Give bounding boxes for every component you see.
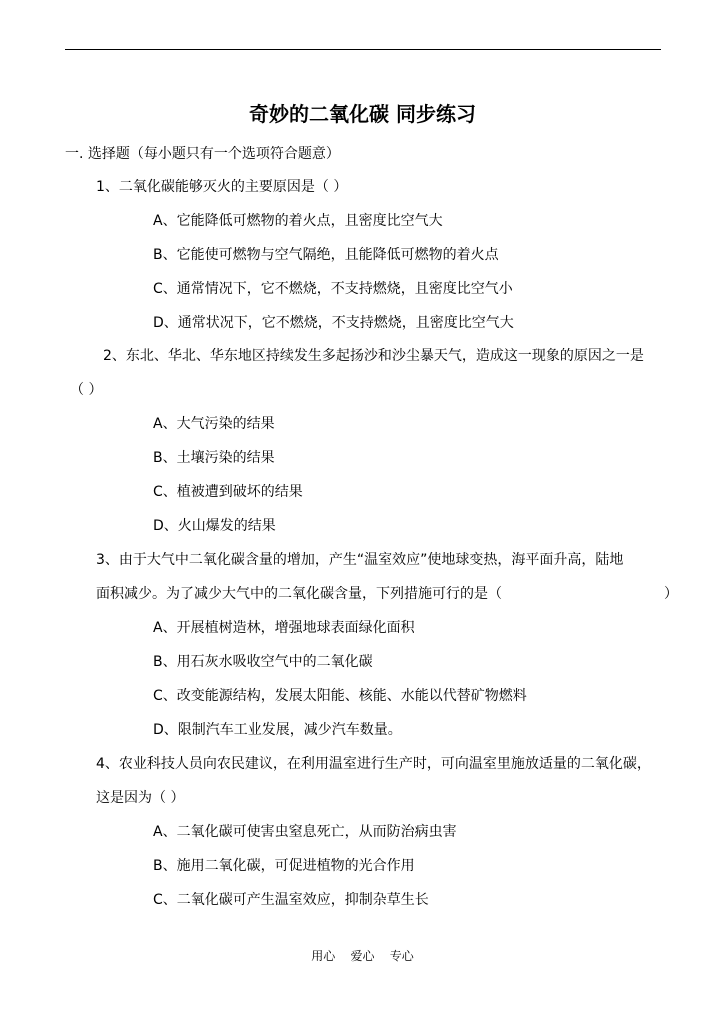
- question-1-text: 1、二氧化碳能够灭火的主要原因是（ ）: [96, 179, 348, 195]
- question-4-option-b: B、施用二氧化碳，可促进植物的光合作用: [153, 858, 415, 874]
- question-3-option-b: B、用石灰水吸收空气中的二氧化碳: [153, 654, 373, 670]
- question-3-text: 3、由于大气中二氧化碳含量的增加，产生“温室效应”使地球变热，海平面升高，陆地: [96, 552, 624, 568]
- question-1-option-a: A、它能降低可燃物的着火点，且密度比空气大: [153, 213, 443, 229]
- question-3-blank-close: ）: [664, 586, 678, 602]
- question-4-text-cont: 这是因为（ ）: [96, 790, 185, 806]
- question-2-answer-blank: （ ）: [70, 382, 103, 398]
- page-footer: 用心 爱心 专心: [311, 949, 414, 963]
- question-1-option-c: C、通常情况下，它不燃烧，不支持燃烧，且密度比空气小: [153, 281, 513, 297]
- section-heading: 一. 选择题（每小题只有一个选项符合题意）: [65, 146, 340, 162]
- question-3-option-c: C、改变能源结构，发展太阳能、核能、水能以代替矿物燃料: [153, 688, 527, 704]
- header-rule: [65, 49, 661, 50]
- question-3-option-d: D、限制汽车工业发展，减少汽车数量。: [153, 722, 402, 738]
- question-2-option-c: C、植被遭到破坏的结果: [153, 484, 303, 500]
- question-3-option-a: A、开展植树造林，增强地球表面绿化面积: [153, 620, 415, 636]
- question-2-text: 2、东北、华北、华东地区持续发生多起扬沙和沙尘暴天气，造成这一现象的原因之一是: [103, 348, 644, 364]
- question-4-text: 4、农业科技人员向农民建议，在利用温室进行生产时，可向温室里施放适量的二氧化碳，: [96, 756, 651, 772]
- question-2-option-b: B、土壤污染的结果: [153, 450, 275, 466]
- question-4-option-c: C、二氧化碳可产生温室效应，抑制杂草生长: [153, 892, 429, 908]
- page-title: 奇妙的二氧化碳 同步练习: [249, 102, 476, 126]
- question-2-option-a: A、大气污染的结果: [153, 416, 275, 432]
- question-2-option-d: D、火山爆发的结果: [153, 518, 276, 534]
- question-4-option-a: A、二氧化碳可使害虫窒息死亡，从而防治病虫害: [153, 824, 457, 840]
- question-3-text-cont: 面积减少。为了减少大气中的二氧化碳含量，下列措施可行的是（: [96, 586, 502, 602]
- question-1-option-b: B、它能使可燃物与空气隔绝，且能降低可燃物的着火点: [153, 247, 499, 263]
- question-1-option-d: D、通常状况下，它不燃烧，不支持燃烧，且密度比空气大: [153, 315, 514, 331]
